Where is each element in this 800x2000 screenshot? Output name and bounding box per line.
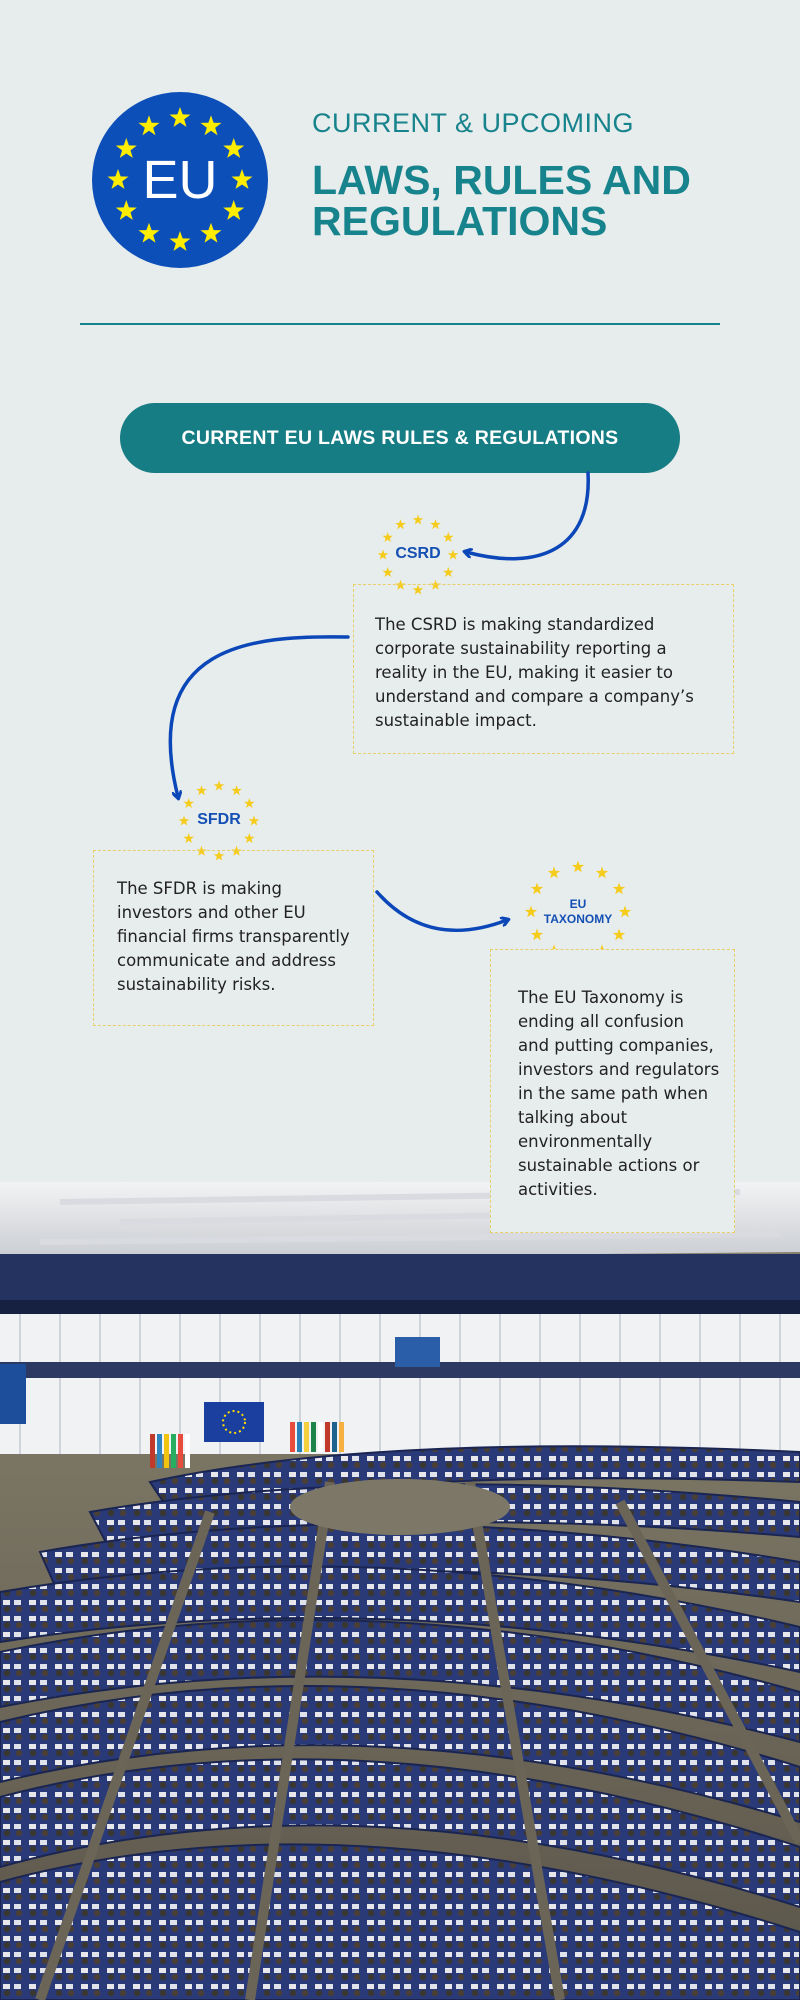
sfdr-description-box	[93, 850, 374, 1026]
page-title: LAWS, RULES AND REGULATIONS	[312, 157, 691, 244]
arrow-to-taxonomy	[377, 892, 507, 930]
taxonomy-label-line2: TAXONOMY	[543, 912, 613, 926]
eu-logo-text: EU	[142, 150, 218, 210]
taxonomy-description: The EU Taxonomy is ending all confusion and putting companies, investors and regulators in the same path when talking about environmentally sustainable actions or activities.	[518, 988, 720, 1199]
sfdr-description: The SFDR is making investors and other EU financial firms transparently communicate and address sustainability risks.	[117, 879, 350, 994]
current-eu-laws-button[interactable]: CURRENT EU LAWS RULES & REGULATIONS	[120, 403, 680, 473]
taxonomy-label-line1: EU	[569, 897, 587, 911]
arrow-to-sfdr	[170, 637, 348, 797]
page-subtitle: CURRENT & UPCOMING	[312, 108, 635, 138]
european-parliament-photo	[0, 1182, 800, 2000]
csrd-description: The CSRD is making standardized corporate sustainability reporting a reality in the EU, making it easier to understand and compare a company’s sustainable impact.	[375, 615, 694, 730]
sfdr-label: SFDR	[197, 811, 241, 828]
arrow-to-csrd	[466, 473, 588, 559]
csrd-label: CSRD	[395, 545, 441, 562]
taxonomy-description-box	[490, 949, 735, 1233]
csrd-description-box	[353, 584, 734, 754]
parliament-hemicycle-image	[0, 1182, 800, 2000]
